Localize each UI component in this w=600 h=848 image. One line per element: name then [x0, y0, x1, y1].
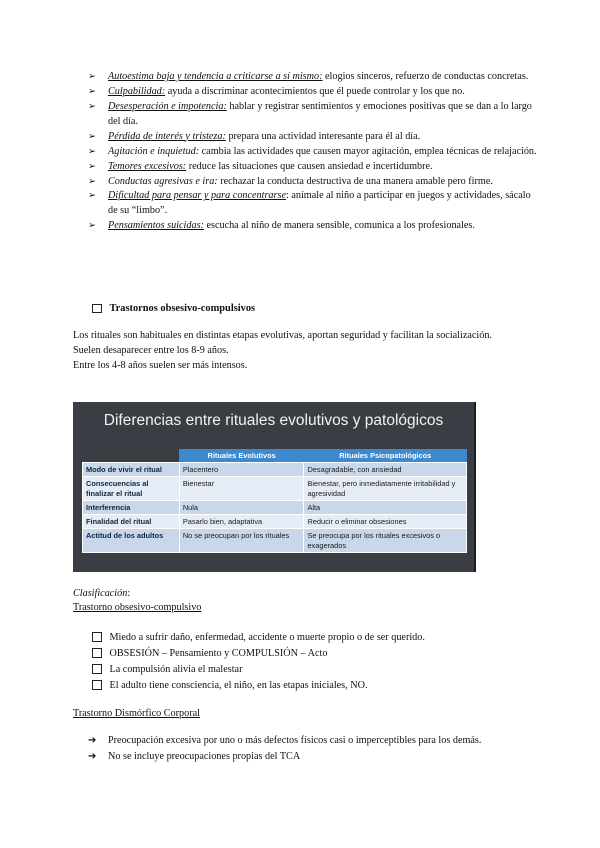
arrow-bullet-icon: ➢ — [88, 145, 96, 157]
slide-title: Diferencias entre rituales evolutivos y patológicos — [103, 412, 444, 429]
list-item-text: Miedo a sufrir daño, enfermedad, accidente o muerte propio o de ser querido. — [109, 631, 425, 643]
list-item — [88, 130, 538, 145]
bullet-term: Agitación e inquietud: — [108, 145, 200, 157]
bullet-text: cambia las actividades que causen mayor agitación, emplea técnicas de relajación. — [199, 145, 537, 157]
list-item-text: OBSESIÓN – Pensamiento y COMPULSIÓN – Acto — [109, 647, 328, 659]
checkbox-square-icon — [92, 648, 102, 658]
list-item — [88, 733, 548, 749]
list-item-text: No se incluye preocupaciones propias del TCA — [108, 750, 301, 762]
arrow-bullet-icon: ➢ — [88, 130, 96, 142]
toc-checklist — [92, 629, 512, 693]
checkbox-square-icon — [92, 664, 102, 674]
list-item — [88, 189, 538, 218]
arrow-bullet-icon: ➢ — [88, 190, 96, 202]
list-item — [88, 160, 538, 175]
bullet-text: rechazar la conducta destructiva de una manera amable pero firme. — [217, 175, 493, 187]
section-heading-text: Trastornos obsesivo-compulsivos — [109, 303, 256, 314]
arrow-bullet-icon: ➢ — [88, 175, 96, 187]
bullet-term: Conductas agresivas e ira: — [108, 175, 218, 187]
bullet-term: Pensamientos suicidas: — [108, 220, 204, 232]
list-item — [92, 661, 512, 677]
table-header-cell: Rituales Psicopatológicos — [304, 449, 467, 463]
checkbox-square-icon — [92, 680, 102, 690]
list-item — [88, 70, 538, 85]
table-row-header: Modo de vivir el ritual — [83, 463, 180, 477]
rituals-comparison-table — [82, 449, 467, 553]
slide-image — [73, 402, 476, 572]
arrow-bullet-icon: ➢ — [88, 100, 96, 112]
bullet-term: Temores excesivos: — [108, 160, 187, 172]
bullet-term: Desesperación e impotencia: — [108, 100, 227, 112]
table-row — [83, 529, 467, 553]
paragraph-line: Los rituales son habituales en distintas etapas evolutivas, aportan seguridad y facilitan la socialización. — [73, 330, 492, 341]
table-cell: Bienestar, pero inmediatamente irritabilidad y agresividad — [304, 477, 467, 501]
list-item — [88, 219, 538, 234]
classification-label: Clasificación: — [73, 588, 131, 599]
table-cell: Placentero — [179, 463, 304, 477]
table-header-row — [83, 449, 467, 463]
bullet-term: Dificultad para pensar y para concentrarse — [108, 190, 286, 202]
list-item — [92, 629, 512, 645]
tdc-arrow-list — [88, 733, 548, 764]
table-header-cell: Rituales Evolutivos — [179, 449, 304, 463]
bullet-text: prepara una actividad interesante para él al día. — [225, 130, 421, 142]
table-cell: Desagradable, con ansiedad — [304, 463, 467, 477]
list-item — [88, 145, 538, 160]
bullet-text: escucha al niño de manera sensible, comunica a los profesionales. — [203, 220, 475, 232]
table-cell: Se preocupa por los rituales excesivos o exagerados — [304, 529, 467, 553]
table-row — [83, 463, 467, 477]
table-row-header: Actitud de los adultos — [83, 529, 180, 553]
arrow-right-icon: ➔ — [88, 735, 97, 747]
table-row — [83, 515, 467, 529]
arrow-bullet-icon: ➢ — [88, 71, 96, 82]
table-cell: No se preocupan por los rituales — [179, 529, 304, 553]
table-row-header: Interferencia — [83, 501, 180, 515]
paragraph-line: Suelen desaparecer entre los 8-9 años. — [73, 344, 229, 356]
table-cell: Bienestar — [179, 477, 304, 501]
arrow-bullet-icon: ➢ — [88, 160, 96, 172]
list-item-text: El adulto tiene consciencia, el niño, en las etapas iniciales, NO. — [109, 679, 368, 691]
bullet-text: reduce las situaciones que causen ansiedad e incertidumbre. — [186, 160, 433, 172]
table-cell: Alta — [304, 501, 467, 515]
intro-paragraph — [73, 329, 493, 373]
table-row — [83, 477, 467, 501]
bullet-term: Pérdida de interés y tristeza: — [108, 130, 226, 142]
list-item — [88, 749, 548, 765]
paragraph-line: Entre los 4-8 años suelen ser más intensos. — [73, 359, 248, 371]
list-item — [92, 645, 512, 661]
bullet-term: Autoestima baja y tendencia a criticarse a sí mismo: — [108, 71, 323, 82]
table-cell: Nula — [179, 501, 304, 515]
toc-subheading: Trastorno obsesivo-compulsivo — [73, 602, 202, 613]
list-item-text: La compulsión alivia el malestar — [109, 663, 243, 675]
bullet-text: ayuda a discriminar acontecimientos que él puede controlar y los que no. — [165, 85, 465, 97]
list-item — [88, 100, 538, 129]
bullet-term: Culpabilidad: — [108, 85, 166, 97]
list-item-text: Preocupación excesiva por uno o más defectos físicos casi o imperceptibles para los demás. — [108, 735, 482, 747]
list-item — [88, 85, 538, 100]
checkbox-square-icon — [92, 632, 102, 642]
list-item — [92, 677, 512, 693]
advice-bullet-list — [88, 70, 538, 234]
table-cell: Pasarlo bien, adaptativa — [179, 515, 304, 529]
table-cell: Reducir o eliminar obsesiones — [304, 515, 467, 529]
arrow-bullet-icon: ➢ — [88, 85, 96, 97]
bullet-text: hablar y registrar sentimientos y emociones positivas que se dan a lo largo del día. — [108, 100, 532, 127]
tdc-subheading: Trastorno Dismórfico Corporal — [73, 708, 200, 719]
list-item — [88, 175, 538, 190]
table-row-header: Consecuencias al finalizar el ritual — [83, 477, 180, 501]
table-row-header: Finalidad del ritual — [83, 515, 180, 529]
section-heading — [92, 303, 255, 314]
bullet-text: elogios sinceros, refuerzo de conductas concretas. — [322, 71, 529, 82]
arrow-right-icon: ➔ — [88, 750, 97, 762]
checkbox-square-icon — [92, 304, 102, 314]
arrow-bullet-icon: ➢ — [88, 220, 96, 232]
table-row — [83, 501, 467, 515]
table-header-cell — [83, 449, 180, 463]
bullet-text: : anímale al niño a participar en juegos y actividades, sácalo de su “limbo”. — [108, 190, 531, 217]
